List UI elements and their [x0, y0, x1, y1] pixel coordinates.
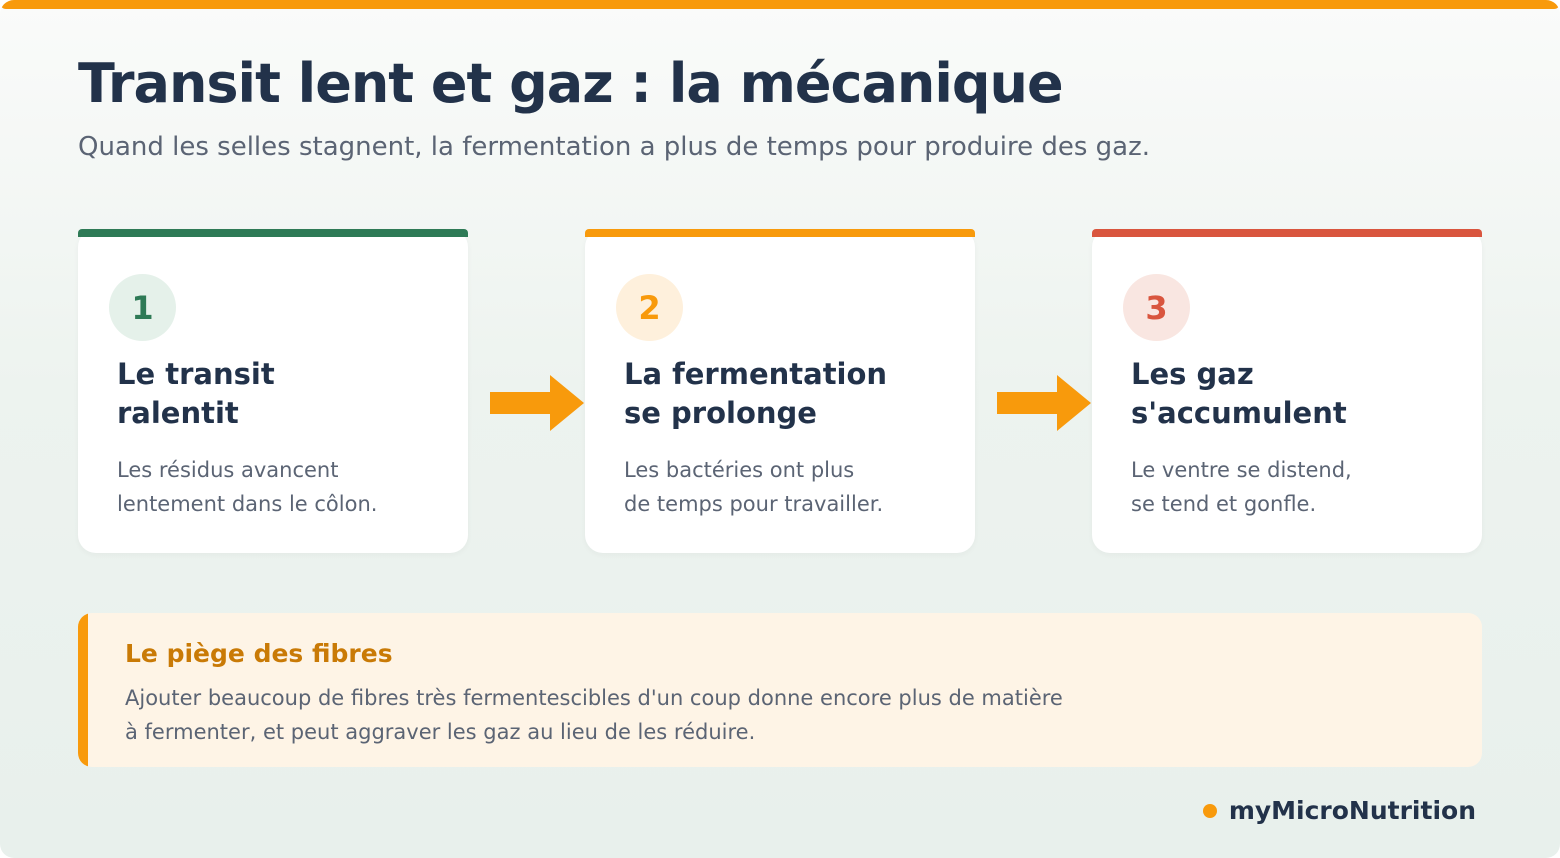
callout-title: Le piège des fibres — [125, 639, 393, 668]
step-title-line: ralentit — [117, 396, 239, 430]
arrow-shape — [997, 375, 1091, 431]
orange-dot-icon — [1203, 804, 1217, 818]
step-description — [1131, 453, 1471, 521]
right-arrow-icon — [997, 375, 1091, 431]
step-description-line: Les résidus avancent — [117, 458, 339, 482]
step-accent-bar — [585, 229, 975, 237]
callout-text-line: à fermenter, et peut aggraver les gaz au lieu de les réduire. — [125, 720, 756, 744]
step-title — [1131, 355, 1461, 433]
step-description-line: de temps pour travailler. — [624, 492, 884, 516]
step-accent-bar — [1092, 229, 1482, 237]
step-number-badge: 3 — [1123, 274, 1190, 341]
step-title-line: La fermentation — [624, 357, 888, 391]
step-description-line: Le ventre se distend, — [1131, 458, 1352, 482]
right-arrow-icon — [490, 375, 584, 431]
step-title-line: Le transit — [117, 357, 275, 391]
step-title — [624, 355, 954, 433]
brand-name: myMicroNutrition — [1228, 796, 1476, 825]
top-accent-bar — [0, 0, 1560, 9]
step-description — [624, 453, 964, 521]
callout-accent-bar — [78, 613, 88, 767]
brand-signature — [1203, 796, 1476, 825]
step-card-3 — [1092, 229, 1482, 553]
page-title: Transit lent et gaz : la mécanique — [78, 52, 1063, 115]
fiber-trap-callout — [78, 613, 1482, 767]
step-description — [117, 453, 457, 521]
step-number-badge: 1 — [109, 274, 176, 341]
arrow-shape — [490, 375, 584, 431]
callout-text-line: Ajouter beaucoup de fibres très fermentescibles d'un coup donne encore plus de matière — [125, 686, 1063, 710]
step-card-1 — [78, 229, 468, 553]
step-title-line: Les gaz — [1131, 357, 1254, 391]
step-description-line: Les bactéries ont plus — [624, 458, 855, 482]
callout-text — [125, 681, 1425, 749]
step-description-line: lentement dans le côlon. — [117, 492, 378, 516]
step-card-2 — [585, 229, 975, 553]
step-accent-bar — [78, 229, 468, 237]
step-number-badge: 2 — [616, 274, 683, 341]
step-title — [117, 355, 447, 433]
step-title-line: se prolonge — [624, 396, 817, 430]
step-description-line: se tend et gonfle. — [1131, 492, 1317, 516]
page-subtitle: Quand les selles stagnent, la fermentation a plus de temps pour produire des gaz. — [78, 132, 1151, 162]
step-title-line: s'accumulent — [1131, 396, 1347, 430]
